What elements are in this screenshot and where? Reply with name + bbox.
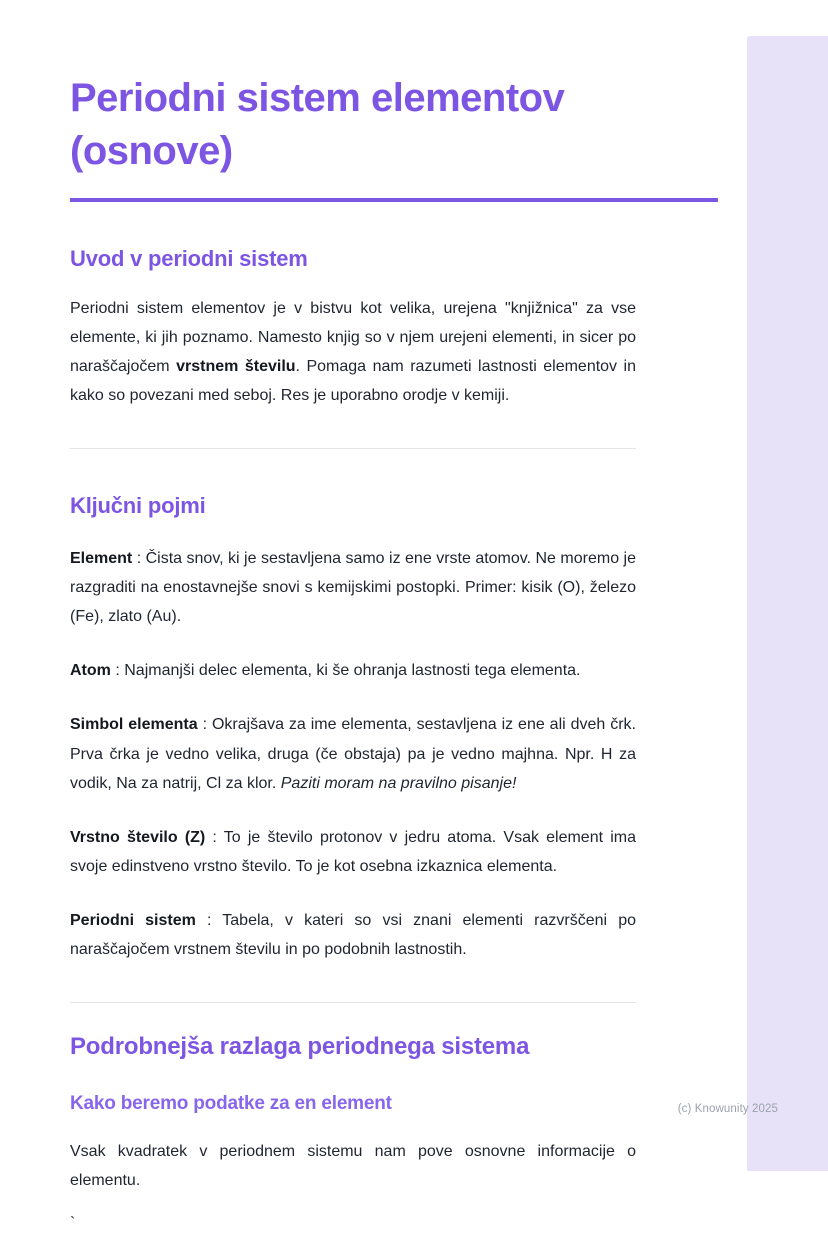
term-definition: Čista snov, ki je sestavljena samo iz ene vrste atomov. Ne moremo je razgraditi na enostavnejše snovi s kemijskimi postopki. Primer: kisik (O), železo (Fe), zlato (Au). <box>70 550 636 626</box>
footer-credit: (c) Knowunity 2025 <box>677 1103 778 1115</box>
section-heading-uvod: Uvod v periodni sistem <box>70 245 308 271</box>
term-separator: : <box>132 550 146 568</box>
title-rule <box>70 198 718 202</box>
term-label: Simbol elementa <box>70 716 198 734</box>
term-definition: Okrajšava za ime elementa, sestavljena iz ene ali dveh črk. Prva črka je vedno velika, druga (če obstaja) pa je vedno majhna. Npr. H za vodik, Na za natrij, Cl za klor. <box>70 716 637 792</box>
term-separator: : <box>195 912 223 930</box>
term-label: Atom <box>70 662 111 680</box>
paragraph-kako-beremo: Vsak kvadratek v periodnem sistemu nam pove osnovne informacije o elementu. <box>70 1143 636 1190</box>
term-definition: Najmanjši delec elementa, ki še ohranja lastnosti tega elementa. <box>124 662 581 680</box>
term-paragraph-atom <box>70 656 636 685</box>
page-edge-strip <box>747 36 828 1171</box>
term-paragraph-element <box>70 544 636 631</box>
section-heading-podrobnejsa: Podrobnejša razlaga periodnega sistema <box>70 1033 530 1061</box>
term-label: Vrstno število (Z) <box>70 828 206 846</box>
section-heading-pojmi: Ključni pojmi <box>70 493 206 519</box>
term-separator: : <box>205 828 224 846</box>
page-title: Periodni sistem elementov (osnove) <box>70 76 565 173</box>
term-label: Element <box>70 550 133 568</box>
italic-note: Paziti moram na pravilno pisanje! <box>280 774 517 792</box>
section-divider <box>70 1002 636 1003</box>
term-definition: Tabela, v kateri so vsi znani elementi razvrščeni po naraščajočem vrstnem številu in po podobnih lastnostih. <box>70 912 636 959</box>
document-content <box>70 72 636 1233</box>
term-definition: To je število protonov v jedru atoma. Vsak element ima svoje edinstveno vrstno število. To je kot osebna izkaznica elementa. <box>70 828 637 875</box>
text-run: Periodni sistem elementov je v bistvu kot velika, urejena "knjižnica" za vse elemente, ki jih poznamo. Namesto knjig so v njem urejeni elementi, in sicer po naraščajočem <box>70 299 636 375</box>
text-run: . Pomaga nam razumeti lastnosti elementov in kako so povezani med seboj. Res je uporabno orodje v kemiji. <box>70 357 637 404</box>
term-paragraph-simbol <box>70 710 636 797</box>
term-paragraph-vrstno-stevilo <box>70 823 636 881</box>
bold-run: vrstnem številu <box>176 357 296 375</box>
backtick-character: ` <box>70 1215 76 1233</box>
subsection-heading-kako-beremo: Kako beremo podatke za en element <box>70 1093 392 1115</box>
term-paragraph-periodni-sistem <box>70 906 636 964</box>
section-divider <box>70 448 636 449</box>
term-label: Periodni sistem <box>70 912 196 930</box>
term-separator: : <box>197 716 212 734</box>
paragraph-uvod <box>70 294 636 410</box>
term-separator: : <box>110 662 125 680</box>
